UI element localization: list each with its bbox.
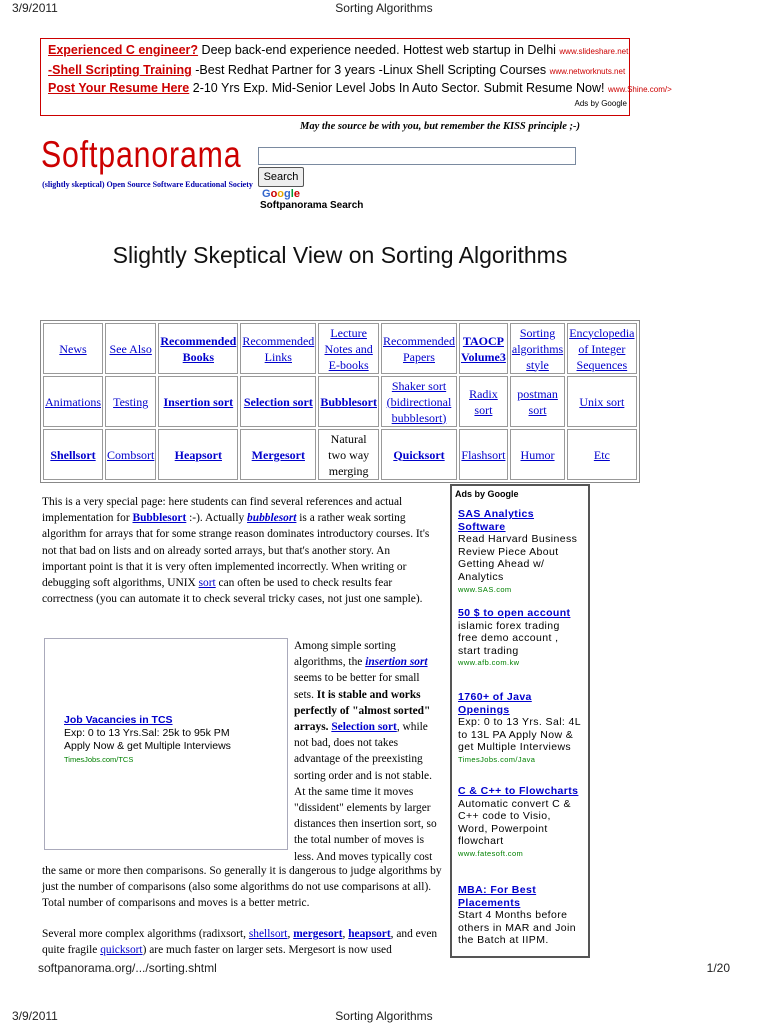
top-ad-3-text: 2-10 Yrs Exp. Mid-Senior Level Jobs In Auto Sector. Submit Resume Now! [189,81,608,95]
insertion-sort-link[interactable]: insertion sort [365,656,428,669]
top-ad-3-headline[interactable]: Post Your Resume Here [48,81,190,95]
side-ad-3[interactable] [458,691,582,767]
job-ad-content [64,714,231,766]
nav-insertion-sort[interactable]: Insertion sort [163,394,234,409]
top-ad-1-url[interactable]: www.slideshare.net [559,47,629,56]
top-ad-2-headline[interactable]: -Shell Scripting Training [48,63,192,77]
next-page-header [0,1008,768,1026]
nav-recommended-papers[interactable]: Recommended Papers [383,333,455,364]
nav-mergesort[interactable]: Mergesort [251,447,305,462]
next-print-title: Sorting Algorithms [335,1009,433,1023]
body4-text-e: ) are much faster on larger sets. Mergesort is now used [142,944,392,957]
side-ad-2-title[interactable]: 50 $ to open account [458,607,571,619]
search-input[interactable] [258,147,576,165]
top-ad-2[interactable] [48,63,625,77]
nav-selection-sort[interactable]: Selection sort [243,394,313,409]
nav-shaker-sort[interactable]: Shaker sort (bidirectional bubblesort) [386,378,452,425]
side-ad-2-url[interactable]: www.afb.com.kw [458,658,520,668]
top-ad-1-text: Deep back-end experience needed. Hottest web startup in Delhi [198,43,560,57]
job-ad-box[interactable] [44,638,288,850]
side-ad-5-title[interactable]: MBA: For Best Placements [458,884,537,909]
side-ad-1[interactable] [458,508,582,596]
unix-sort-link[interactable]: sort [198,577,216,590]
nav-testing[interactable]: Testing [113,394,149,409]
body4-text-b: , [287,928,294,940]
top-ad-1[interactable] [48,43,628,57]
ads-by-google-label[interactable]: Ads by Google [574,99,627,108]
nav-bubblesort[interactable]: Bubblesort [320,394,377,409]
nav-etc[interactable]: Etc [593,447,610,462]
nav-table [40,320,640,483]
body4-text-a: Several more complex algorithms (radixsort, [42,928,249,940]
side-ad-3-url[interactable]: TimesJobs.com/Java [458,754,536,764]
side-ad-4-url[interactable]: www.fatesoft.com [458,848,524,858]
nav-quicksort[interactable]: Quicksort [393,447,445,462]
nav-encyclopedia[interactable]: Encyclopedia of Integer Sequences [569,325,635,372]
print-date: 3/9/2011 [12,1,58,15]
search-label: Softpanorama Search [260,200,364,211]
side-ad-column [450,484,590,958]
nav-recommended-books[interactable]: Recommended Books [160,333,237,364]
top-ad-2-text: -Best Redhat Partner for 3 years -Linux Shell Scripting Courses [191,63,550,77]
job-ad-url[interactable]: TimesJobs.com/TCS [64,755,134,764]
top-ad-3-url[interactable]: www.Shine.com/> [607,85,672,94]
nav-news[interactable]: News [59,341,87,356]
nav-flashsort[interactable]: Flashsort [461,447,506,462]
softpanorama-logo[interactable]: Softpanorama [41,134,242,175]
mergesort-link[interactable]: mergesort [293,928,343,940]
side-ad-4-title[interactable]: C & C++ to Flowcharts [458,785,579,797]
quicksort-link[interactable]: quicksort [100,944,143,957]
intro-text-3: is a rather weak sorting algorithm for arrays that for some strange reason dominates introductory courses. It's not that bad on lists and on already sorted arrays, but that's another story. An important point is that it is very often implemented incorrectly. When writing or debugging soft algorithms, UNIX [42,512,430,590]
nav-heapsort[interactable]: Heapsort [174,447,222,462]
next-print-date: 3/9/2011 [12,1009,58,1023]
job-ad-line-1: Exp: 0 to 13 Yrs.Sal: 25k to 95k PM [64,727,230,739]
nav-postman-sort[interactable]: postman sort [517,386,558,417]
nav-combsort[interactable]: Combsort [107,447,155,462]
top-ad-box [40,38,672,116]
nav-radix-sort[interactable]: Radix sort [469,386,498,417]
print-header [0,0,768,18]
intro-text-4: can often be used to check results fear correctness (you can automate it to check several tricky cases, not just one sample). [42,577,423,606]
body2-bold: It is stable and works perfectly of "almost sorted" arrays. [294,688,431,734]
side-ad-1-url[interactable]: www.SAS.com [458,584,512,594]
intro-text-1: This is a very special page: here students can find several references and actual implementation for [42,496,403,525]
nav-lecture-notes[interactable]: Lecture Notes and E-books [324,325,373,372]
bubblesort-link-2[interactable]: bubblesort [247,512,297,525]
nav-humor[interactable]: Humor [520,447,555,462]
nav-see-also[interactable]: See Also [109,341,152,356]
footer-page-number: 1/20 [706,961,730,975]
side-ad-2[interactable] [458,607,582,670]
top-ad-1-headline[interactable]: Experienced C engineer? [48,43,199,57]
body-paragraph-2 [294,638,442,865]
side-ads-by-google[interactable]: Ads by Google [455,489,519,499]
motto: May the source be with you, but remember the KISS principle ;-) [300,121,581,132]
body4-text-d: , and even quite fragile [42,928,438,957]
shellsort-link[interactable]: shellsort [248,928,288,940]
body-paragraph-4 [42,926,448,958]
side-ad-3-text: Exp: 0 to 13 Yrs. Sal: 4L to 13L PA Apply Now & get Multiple Interviews [458,716,581,754]
top-ad-2-url[interactable]: www.networknuts.net [549,67,626,76]
body4-text-c: , [342,928,349,940]
nav-shellsort[interactable]: Shellsort [50,447,96,462]
nav-recommended-links[interactable]: Recommended Links [242,333,315,364]
side-ad-1-text: Read Harvard Business Review Piece About Getting Ahead w/ Analytics [458,533,578,583]
heapsort-link[interactable]: heapsort [348,928,391,940]
nav-unix-sort[interactable]: Unix sort [579,394,625,409]
nav-sorting-style[interactable]: Sorting algorithms style [511,325,564,372]
nav-animations[interactable]: Animations [45,394,101,409]
footer-url: softpanorama.org/.../sorting.shtml [38,961,217,975]
body2-text-d: , while not bad, does not takes advantage of the preexisting sorting order and is not stable. At the same time it moves "dissident" elements by larger distances then insertion sort, so the total number of moves is less. And moves typically cost [294,721,437,863]
nav-natural-merging: Natural two way merging [328,431,370,478]
body2-text-b: seems to be better for small sets. [294,672,420,701]
print-title: Sorting Algorithms [335,1,433,15]
side-ad-3-title[interactable]: 1760+ of Java Openings [458,691,532,716]
body2-text-a: Among simple sorting algorithms, the [294,640,396,669]
google-logo: Google [262,188,300,200]
side-ad-4[interactable] [458,785,582,861]
side-ad-5-text: Start 4 Months before others in MAR and Join the Batch at IIPM. [458,909,576,947]
bubblesort-link[interactable]: Bubblesort [132,512,187,525]
intro-paragraph [42,494,430,607]
body-paragraph-3: the same or more then comparisons. So generally it is dangerous to judge algorithms by just the number of comparisons (also some algorithms do not use comparisons at all). Total number of comparisons and moves is a better metric. [42,865,442,910]
page-title: Slightly Skeptical View on Sorting Algorithms [112,242,568,268]
job-ad-line-2: Apply Now & get Multiple Interviews [64,740,231,752]
side-ad-4-text: Automatic convert C & C++ code to Visio, Word, Powerpoint flowchart [458,797,571,848]
job-ad-title[interactable]: Job Vacancies in TCS [64,714,173,726]
side-ad-2-text: islamic forex trading free demo account , start trading [458,619,560,657]
search-button[interactable]: Search [258,167,304,187]
selection-sort-link[interactable]: Selection sort [331,721,397,734]
intro-text-2: :-). Actually [186,512,248,525]
top-ad-3[interactable] [48,81,672,95]
side-ad-1-title[interactable]: SAS Analytics Software [458,508,535,533]
logo-subtitle: (slightly skeptical) Open Source Software Educational Society [42,180,253,189]
side-ad-5[interactable] [458,884,582,947]
nav-taocp[interactable]: TAOCP Volume3 [460,333,506,364]
